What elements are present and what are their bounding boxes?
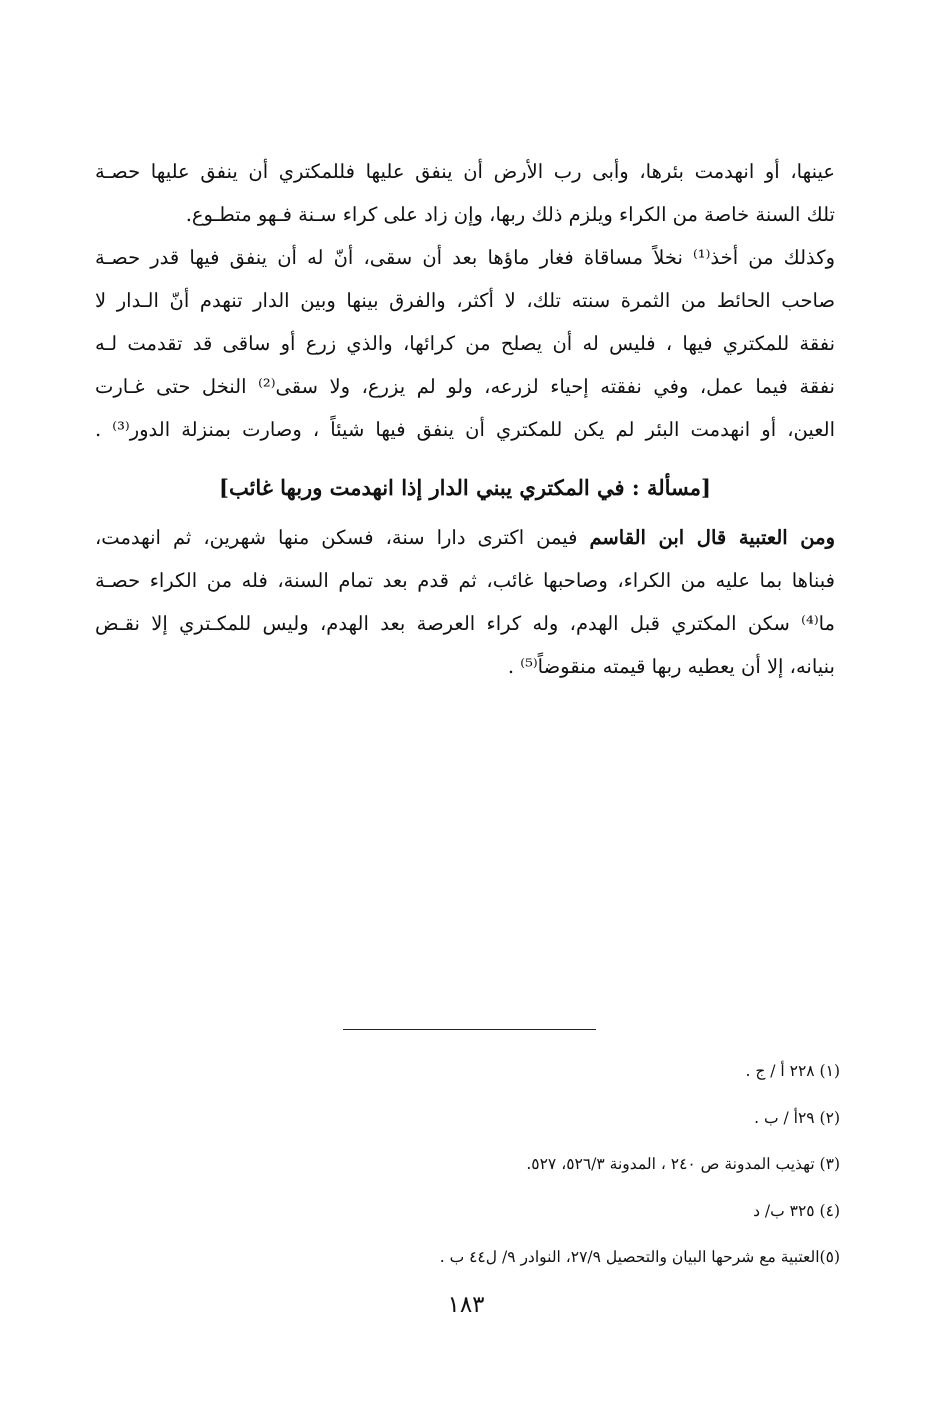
footnote-4: (٤) ٣٢٥ ب/ د <box>753 1201 840 1220</box>
text-line: نفقة فيما عمل، وفي نفقته إحياء لزرعه، ولو لم يزرع، ولا سقى⁽²⁾ النخل حتى غـارت <box>95 375 835 398</box>
footnote-2: (٢) ٢٩أ / ب . <box>754 1108 840 1127</box>
paragraph-1 <box>95 150 835 451</box>
page-number: ١٨٣ <box>447 1292 485 1318</box>
paragraph-lead-rest: فيمن اكترى دارا سنة، فسكن منها شهرين، ثم انهدمت، <box>95 526 590 549</box>
section-heading: [مسألة : في المكتري يبني الدار إذا انهدمت وربها غائب] <box>219 475 711 500</box>
footnote-5: (٥)العتبية مع شرحها البيان والتحصيل ٢٧/٩، النوادر ٩/ ل٤٤ ب . <box>439 1248 840 1266</box>
text-line: ما⁽⁴⁾ سكن المكتري قبل الهدم، وله كراء العرصة بعد الهدم، وليس للمكـتري إلا نقـض <box>95 612 835 635</box>
text-line: تلك السنة خاصة من الكراء ويلزم ذلك ربها، وإن زاد على كراء سـنة فـهو متطـوع. <box>185 203 835 226</box>
text-line: فبناها بما عليه من الكراء، وصاحبها غائب، ثم قدم بعد تمام السنة، فله من الكراء حصـة <box>95 569 835 592</box>
text-line: عينها، أو انهدمت بئرها، وأبى رب الأرض أن ينفق عليها فللمكتري أن ينفق عليها حصـة <box>95 160 835 183</box>
footnote-divider <box>343 1029 596 1030</box>
paragraph-2 <box>95 516 835 688</box>
footnote-1: (١) ٢٢٨ أ / ج . <box>745 1062 840 1080</box>
paragraph-lead: ومن العتبية قال ابن القاسم <box>589 526 835 549</box>
text-line: نفقة للمكتري فيها ، فليس له أن يصلح من كرائها، والذي زرع أو ساقى قد تقدمت لـه <box>95 332 835 355</box>
text-line: صاحب الحائط من الثمرة سنته تلك، لا أكثر، والفرق بينها وبين الدار تنهدم أنّ الـدار لا <box>95 289 835 312</box>
footnote-3: (٣) تهذيب المدونة ص ٢٤٠ ، المدونة ٥٢٦/٣، ٥٢٧. <box>526 1155 840 1173</box>
text-line: العين، أو انهدمت البئر لم يكن للمكتري أن ينفق فيها شيئاً ، وصارت بمنزلة الدور⁽³⁾ . <box>95 418 835 441</box>
text-line: وكذلك من أخذ⁽¹⁾ نخلاً مساقاة فغار ماؤها بعد أن سقى، أنّ له أن ينفق فيها قدر حصـة <box>95 246 835 269</box>
text-line <box>95 516 835 559</box>
footnotes <box>95 1048 840 1281</box>
text-line: بنيانه، إلا أن يعطيه ربها قيمته منقوضاً⁽⁵⁾ . <box>507 655 835 678</box>
